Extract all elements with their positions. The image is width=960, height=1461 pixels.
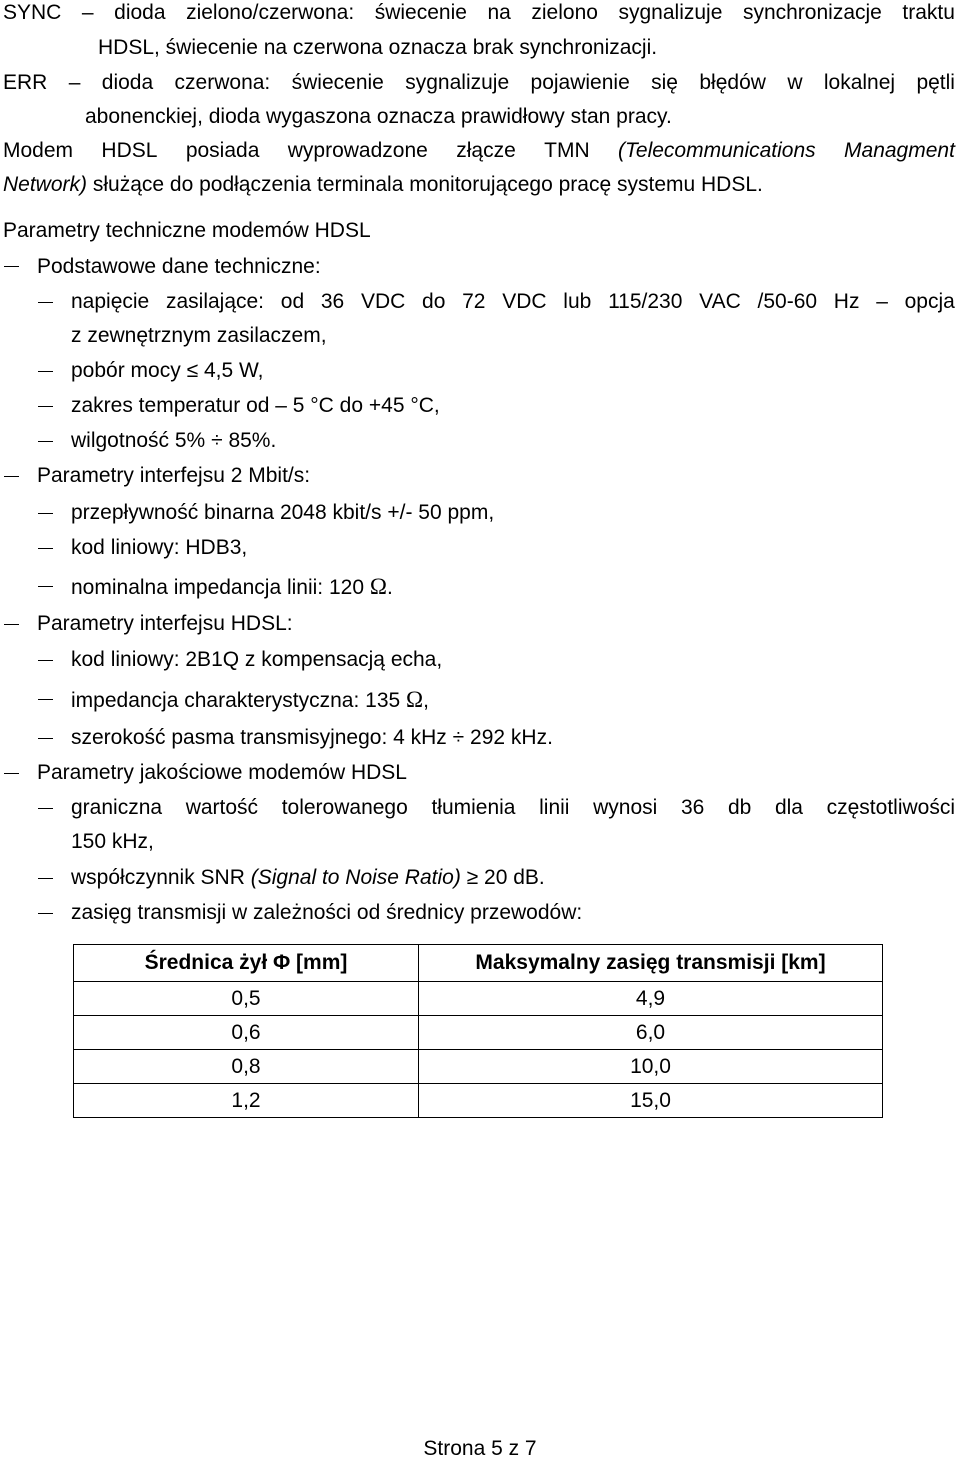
word: VAC [699,290,741,313]
word: sygnalizuje [405,71,510,94]
sync-line-2: HDSL, świecenie na czerwona oznacza brak synchronizacji. [98,36,658,59]
attenuation-line-2: 150 kHz, [71,830,154,853]
word: – [68,71,81,94]
divide-symbol: ÷ [452,726,465,749]
greater-equal-symbol: ≥ [466,866,479,889]
temperature-item: zakres temperatur od – 5 °C do +45 °C, [71,394,440,417]
iface2m-code: kod liniowy: HDB3, [71,536,248,559]
word: świecenie [374,1,467,24]
bullet-dash [38,441,53,442]
word: zielono [531,1,598,24]
bullet-dash [38,513,53,514]
word: czerwona: [174,71,271,94]
table-cell-range: 15,0 [419,1084,883,1118]
modem-line-2 [3,174,763,195]
word: TMN [544,139,590,162]
range-item: zasięg transmisji w zależności od średnicy przewodów: [71,901,583,924]
word: lub [563,290,592,313]
quality-label: Parametry jakościowe modemów HDSL [37,761,407,784]
word: dioda [101,71,154,94]
comma: , [423,689,429,712]
modem-network-italic: Network) [3,173,88,196]
word: 36 [680,796,705,819]
word: błędów [699,71,766,94]
bullet-dash [38,660,53,661]
word: opcja [904,290,955,313]
ifacehdsl-label: Parametry interfejsu HDSL: [37,612,293,635]
bullet-dash [38,371,53,372]
word: zielono/czerwona: [186,1,355,24]
snr-label: współczynnik SNR [71,866,251,889]
table-cell-diameter: 0,6 [74,1016,419,1050]
word: dla [774,796,803,819]
word: 72 [462,290,486,313]
word: tłumienia [431,796,516,819]
voltage-line-1 [71,291,955,312]
word: (Telecommunications [618,139,816,162]
bullet-dash [4,624,19,625]
word: lokalnej [823,71,896,94]
bullet-dash [38,913,53,914]
band-label: szerokość pasma transmisyjnego: 4 kHz [71,726,447,749]
word: wynosi [593,796,658,819]
bullet-dash [38,699,53,700]
sync-line-1 [3,2,955,23]
word: do [422,290,446,313]
bullet-dash [38,878,53,879]
bullet-dash [4,773,19,774]
word: sygnalizuje [618,1,723,24]
iface2m-rate: przepływność binarna 2048 kbit/s +/- 50 ppm, [71,501,495,524]
word: – [876,290,888,313]
period: . [386,576,393,599]
table-cell-range: 10,0 [419,1050,883,1084]
divide-symbol: ÷ [211,429,223,452]
word: wartość [185,796,259,819]
bullet-dash [38,302,53,303]
word: graniczna [71,796,163,819]
voltage-line-2: z zewnętrznym zasilaczem, [71,324,327,347]
word: – [81,1,94,24]
table-header-diameter: Średnica żył Φ [mm] [74,945,419,982]
table-header-range: Maksymalny zasięg transmisji [km] [419,945,883,982]
table-row [74,982,883,1016]
table-row [74,1084,883,1118]
band-value: 292 kHz. [470,726,553,749]
word: na [487,1,511,24]
page-number: Strona 5 z 7 [423,1437,537,1460]
word: 115/230 [608,290,683,313]
word: SYNC [3,1,62,24]
humidity-value: 85%. [228,429,277,452]
word: HDSL [101,139,158,162]
word: Modem [3,139,74,162]
table-cell-range: 6,0 [419,1016,883,1050]
omega-symbol: Ω [369,574,387,599]
basic-label: Podstawowe dane techniczne: [37,255,321,278]
word: VDC [360,290,406,313]
word: świecenie [291,71,384,94]
bullet-dash [38,406,53,407]
word: posiada [185,139,260,162]
less-equal-symbol: ≤ [186,359,199,382]
table-cell-diameter: 1,2 [74,1084,419,1118]
ifacehdsl-impedance-label: impedancja charakterystyczna: 135 [71,689,401,712]
ifacehdsl-impedance [71,688,429,711]
word: zasilające: [165,290,265,313]
power-value: 4,5 W, [203,359,264,382]
err-line-2: abonenckiej, dioda wygaszona oznacza prawidłowy stan pracy. [85,105,672,128]
word: ERR [3,71,48,94]
word: pojawienie [530,71,630,94]
word: od [280,290,305,313]
word: wyprowadzone [287,139,428,162]
word: linii [539,796,570,819]
err-line-1 [3,72,955,93]
modem-line-2-rest: służące do podłączenia terminala monitorującego pracę systemu HDSL. [87,173,763,196]
word: częstotliwości [826,796,955,819]
iface2m-label: Parametry interfejsu 2 Mbit/s: [37,464,311,487]
snr-item [71,867,545,888]
ifacehdsl-code: kod liniowy: 2B1Q z kompensacją echa, [71,648,443,671]
power-item [71,360,263,381]
humidity-item [71,430,276,451]
bullet-dash [38,738,53,739]
ifacehdsl-band [71,727,553,748]
word: złącze [456,139,516,162]
snr-value: 20 dB. [484,866,545,889]
table-cell-diameter: 0,8 [74,1050,419,1084]
word: dioda [114,1,166,24]
word: 36 [320,290,345,313]
word: VDC [502,290,547,313]
section-heading: Parametry techniczne modemów HDSL [3,219,371,242]
table-row [74,1050,883,1084]
table-header-row [74,945,883,982]
humidity-label: wilgotność 5% [71,429,206,452]
word: Managment [844,139,955,162]
bullet-dash [38,808,53,809]
word: napięcie [71,290,150,313]
bullet-dash [38,548,53,549]
word: db [727,796,752,819]
table-cell-diameter: 0,5 [74,982,419,1016]
bullet-dash [4,266,19,267]
bullet-dash [38,586,53,587]
attenuation-line-1 [71,797,955,818]
word: synchronizacje [742,1,882,24]
snr-italic: (Signal to Noise Ratio) [250,866,461,889]
power-label: pobór mocy [71,359,181,382]
iface2m-impedance-label: nominalna impedancja linii: 120 [71,576,365,599]
omega-symbol: Ω [406,687,424,712]
word: w [787,71,803,94]
word: się [651,71,678,94]
word: tolerowanego [281,796,408,819]
modem-line-1 [3,140,955,161]
range-table [73,944,883,1118]
iface2m-impedance [71,575,393,598]
word: traktu [902,1,955,24]
word: pętli [916,71,955,94]
word: Hz [833,290,860,313]
bullet-dash [4,476,19,477]
word: /50-60 [757,290,818,313]
table-cell-range: 4,9 [419,982,883,1016]
table-row [74,1016,883,1050]
